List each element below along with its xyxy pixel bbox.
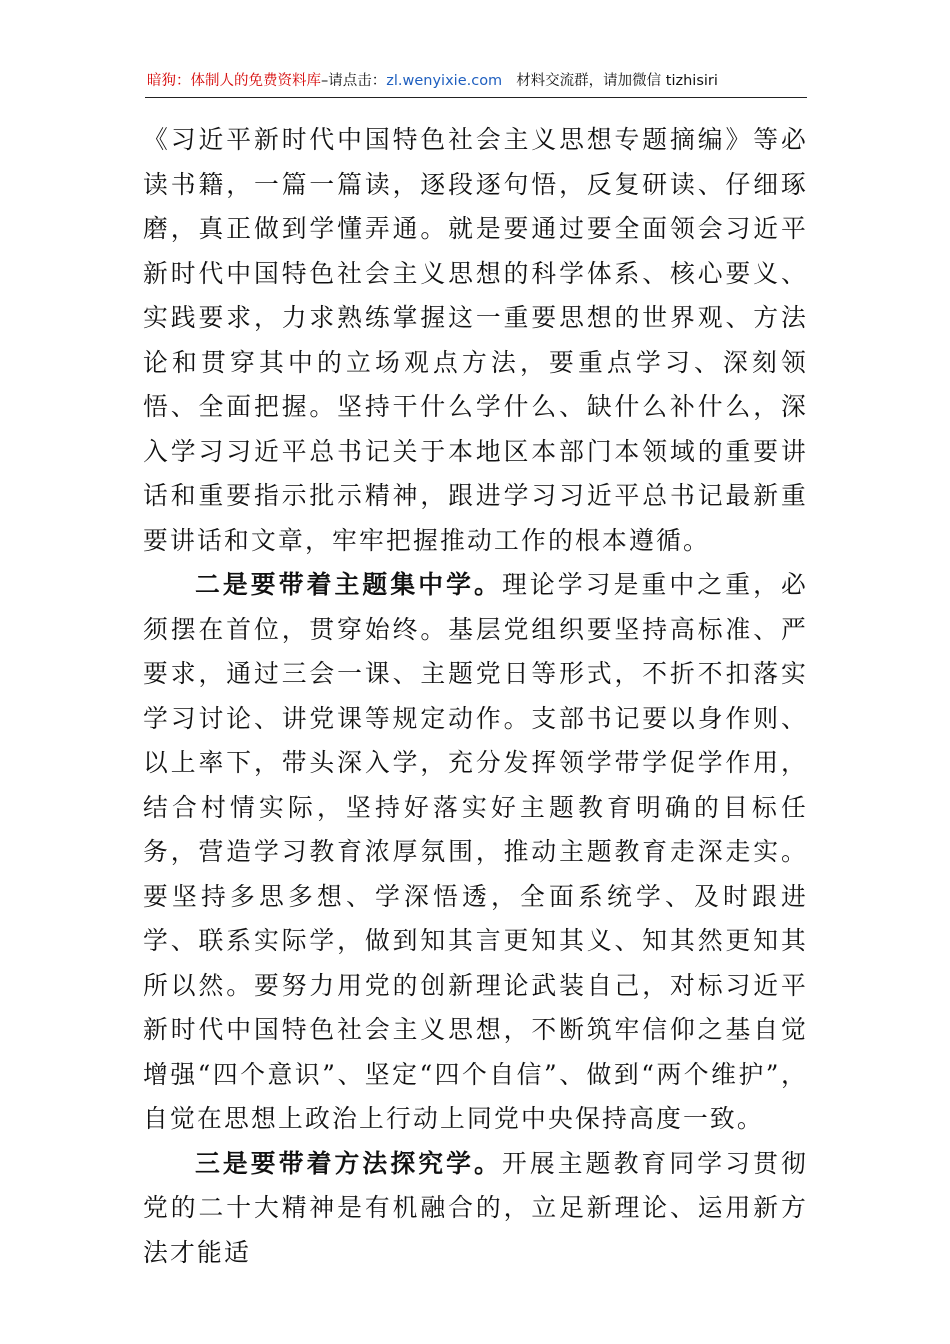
paragraph-3-text: 开展主题教育同学习贯彻党的二十大精神是有机融合的，立足新理论、运用新方法才能适 [143,1148,808,1267]
paragraph-3 [143,1142,808,1276]
paragraph-1 [143,118,808,563]
paragraph-2 [143,563,808,1142]
paragraph-3-lead: 三是要带着方法探究学。 [195,1148,502,1178]
document-body [143,118,808,1275]
header-url-link[interactable]: zl.wenyixie.com [386,73,503,89]
header-wechat-note: 材料交流群，请加微信 tizhisiri [516,73,718,89]
paragraph-2-lead: 二是要带着主题集中学。 [195,570,502,599]
header-click-prefix: –请点击： [321,73,387,89]
paragraph-1-text: 《习近平新时代中国特色社会主义思想专题摘编》等必读书籍，一篇一篇读，逐段逐句悟，反复研读、仔细琢磨，真正做到学懂弄通。就是要通过要全面领会习近平新时代中国特色社会主义思想的科学体系、核心要义、实践要求，力求熟练掌握这一重要思想的世界观、方法论和贯穿其中的立场观点方法，要重点学习、深刻领悟、全面把握。坚持干什么学什么、缺什么补什么，深入学习习近平总书记关于本地区本部门本领域的重要讲话和重要指示批示精神，跟进学习习近平总书记最新重要讲话和文章，牢牢把握推动工作的根本遵循。 [143,125,808,555]
header-divider [145,97,807,98]
header-site-name: 暗狗：体制人的免费资料库 [147,73,321,89]
paragraph-2-text: 理论学习是重中之重，必须摆在首位，贯穿始终。基层党组织要坚持高标准、严要求，通过三会一课、主题党日等形式，不折不扣落实学习讨论、讲党课等规定动作。支部书记要以身作则、以上率下，带头深入学，充分发挥领学带学促学作用，结合村情实际，坚持好落实好主题教育明确的目标任务，营造学习教育浓厚氛围，推动主题教育走深走实。要坚持多思多想、学深悟透，全面系统学、及时跟进学、联系实际学，做到知其言更知其义、知其然更知其所以然。要努力用党的创新理论武装自己，对标习近平新时代中国特色社会主义思想，不断筑牢信仰之基自觉增强“四个意识”、坚定“四个自信”、做到“两个维护”，自觉在思想上政治上行动上同党中央保持高度一致。 [143,570,808,1133]
page-header [147,66,807,96]
